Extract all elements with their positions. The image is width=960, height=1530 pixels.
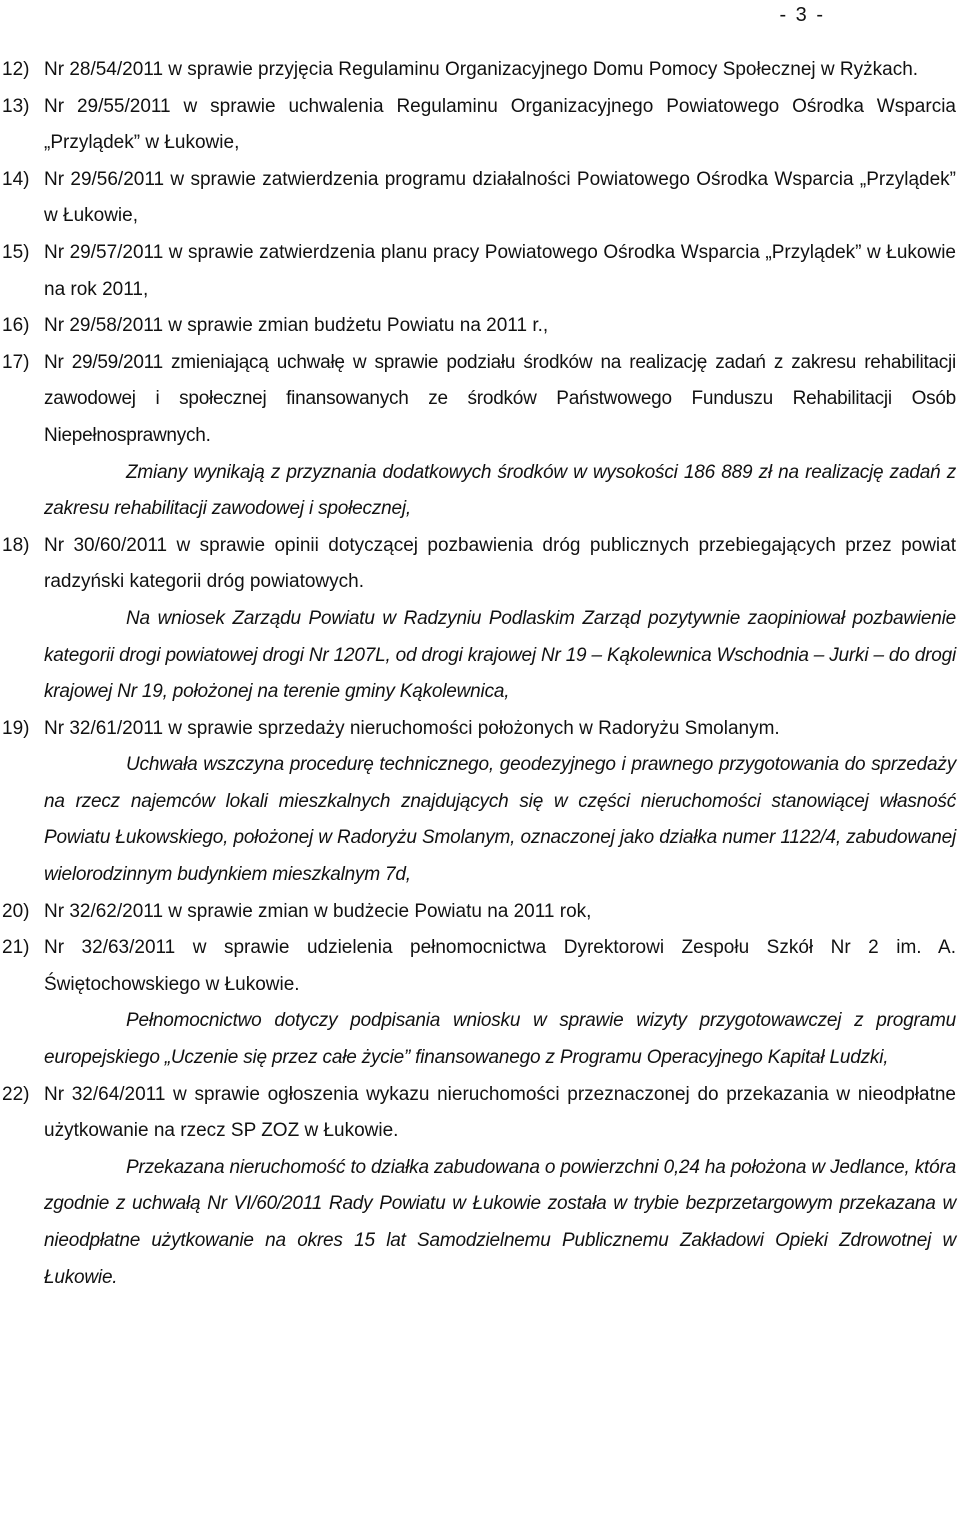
item-text: Nr 32/64/2011 w sprawie ogłoszenia wykazu nieruchomości przeznaczonej do przekazania w nieodpłatne użytkowanie na rzecz SP ZOZ w Łukowie. [44, 1083, 956, 1142]
item-note: Uchwała wszczyna procedurę technicznego, geodezyjnego i prawnego przygotowania do sprzedaży na rzecz najemców lokali mieszkalnych znajdujących się w części nieruchomości stanowiącej własność Powiatu Łukowskiego, położonej w Radoryżu Smolanym, oznaczonej jako działka numer 1122/4, zabudowanej wielorodzinnym budynkiem mieszkalnym 7d, [44, 754, 956, 886]
resolution-item-12 [2, 52, 956, 89]
item-note: Zmiany wynikają z przyznania dodatkowych środków w wysokości 186 889 zł na realizację zadań z zakresu rehabilitacji zawodowej i społecznej, [44, 461, 956, 520]
item-text: Nr 29/56/2011 w sprawie zatwierdzenia programu działalności Powiatowego Ośrodka Wsparcia „Przylądek” w Łukowie, [44, 168, 956, 227]
item-text: Nr 30/60/2011 w sprawie opinii dotyczącej pozbawienia dróg publicznych przebiegających przez powiat radzyński kategorii dróg powiatowych. [44, 534, 956, 593]
item-text: Nr 29/57/2011 w sprawie zatwierdzenia planu pracy Powiatowego Ośrodka Wsparcia „Przylądek” w Łukowie na rok 2011, [44, 241, 956, 300]
resolution-item-21 [2, 930, 956, 1003]
item-number: 19) [2, 717, 30, 739]
resolution-item-15 [2, 235, 956, 308]
item-note: Na wniosek Zarządu Powiatu w Radzyniu Podlaskim Zarząd pozytywnie zaopiniował pozbawienie kategorii drogi powiatowej drogi Nr 1207L, od drogi krajowej Nr 19 – Kąkolewnica Wschodnia – Jurki – do drogi krajowej Nr 19, położonej na terenie gminy Kąkolewnica, [44, 607, 956, 703]
item-number: 18) [2, 534, 30, 556]
resolution-item-20 [2, 894, 956, 931]
item-text: Nr 32/61/2011 w sprawie sprzedaży nieruchomości położonych w Radoryżu Smolanym. [44, 717, 780, 739]
item-number: 21) [2, 937, 30, 959]
resolution-item-17 [2, 345, 956, 455]
item-number: 13) [2, 95, 30, 117]
item-text: Nr 29/58/2011 w sprawie zmian budżetu Powiatu na 2011 r., [44, 315, 549, 337]
resolution-item-18 [2, 528, 956, 601]
item-text: Nr 29/59/2011 zmieniającą uchwałę w sprawie podziału środków na realizację zadań z zakresu rehabilitacji zawodowej i społecznej finansowanych ze środków Państwowego Funduszu Rehabilitacji Osób Niepełnosprawnych. [44, 351, 956, 446]
resolution-item-16 [2, 308, 956, 345]
resolutions-list [2, 52, 956, 1296]
item-note: Przekazana nieruchomość to działka zabudowana o powierzchni 0,24 ha położona w Jedlance, która zgodnie z uchwałą Nr VI/60/2011 Rady Powiatu w Łukowie została w trybie bezprzetargowym przekazana w nieodpłatne użytkowanie na okres 15 lat Samodzielnemu Publicznemu Zakładowi Opieki Zdrowotnej w Łukowie. [44, 1156, 956, 1288]
item-number: 16) [2, 315, 30, 337]
item-number: 22) [2, 1083, 30, 1105]
item-note: Pełnomocnictwo dotyczy podpisania wniosku w sprawie wizyty przygotowawczej z programu europejskiego „Uczenie się przez całe życie” finansowanego z Programu Operacyjnego Kapitał Ludzki, [44, 1010, 956, 1069]
item-text: Nr 28/54/2011 w sprawie przyjęcia Regulaminu Organizacyjnego Domu Pomocy Społecznej w Ryżkach. [44, 59, 919, 80]
item-number: 15) [2, 241, 30, 263]
resolution-item-14 [2, 162, 956, 235]
item-number: 14) [2, 168, 30, 190]
item-number: 12) [2, 59, 30, 80]
resolution-item-13 [2, 89, 956, 162]
resolution-item-22 [2, 1077, 956, 1150]
page-number: - 3 - [779, 4, 825, 26]
resolution-item-19 [2, 711, 956, 748]
item-text: Nr 32/63/2011 w sprawie udzielenia pełnomocnictwa Dyrektorowi Zespołu Szkół Nr 2 im. A. Świętochowskiego w Łukowie. [44, 937, 956, 995]
item-number: 20) [2, 900, 30, 922]
item-number: 17) [2, 351, 30, 373]
item-text: Nr 32/62/2011 w sprawie zmian w budżecie Powiatu na 2011 rok, [44, 900, 592, 922]
item-text: Nr 29/55/2011 w sprawie uchwalenia Regulaminu Organizacyjnego Powiatowego Ośrodka Wsparcia „Przylądek” w Łukowie, [44, 95, 956, 154]
